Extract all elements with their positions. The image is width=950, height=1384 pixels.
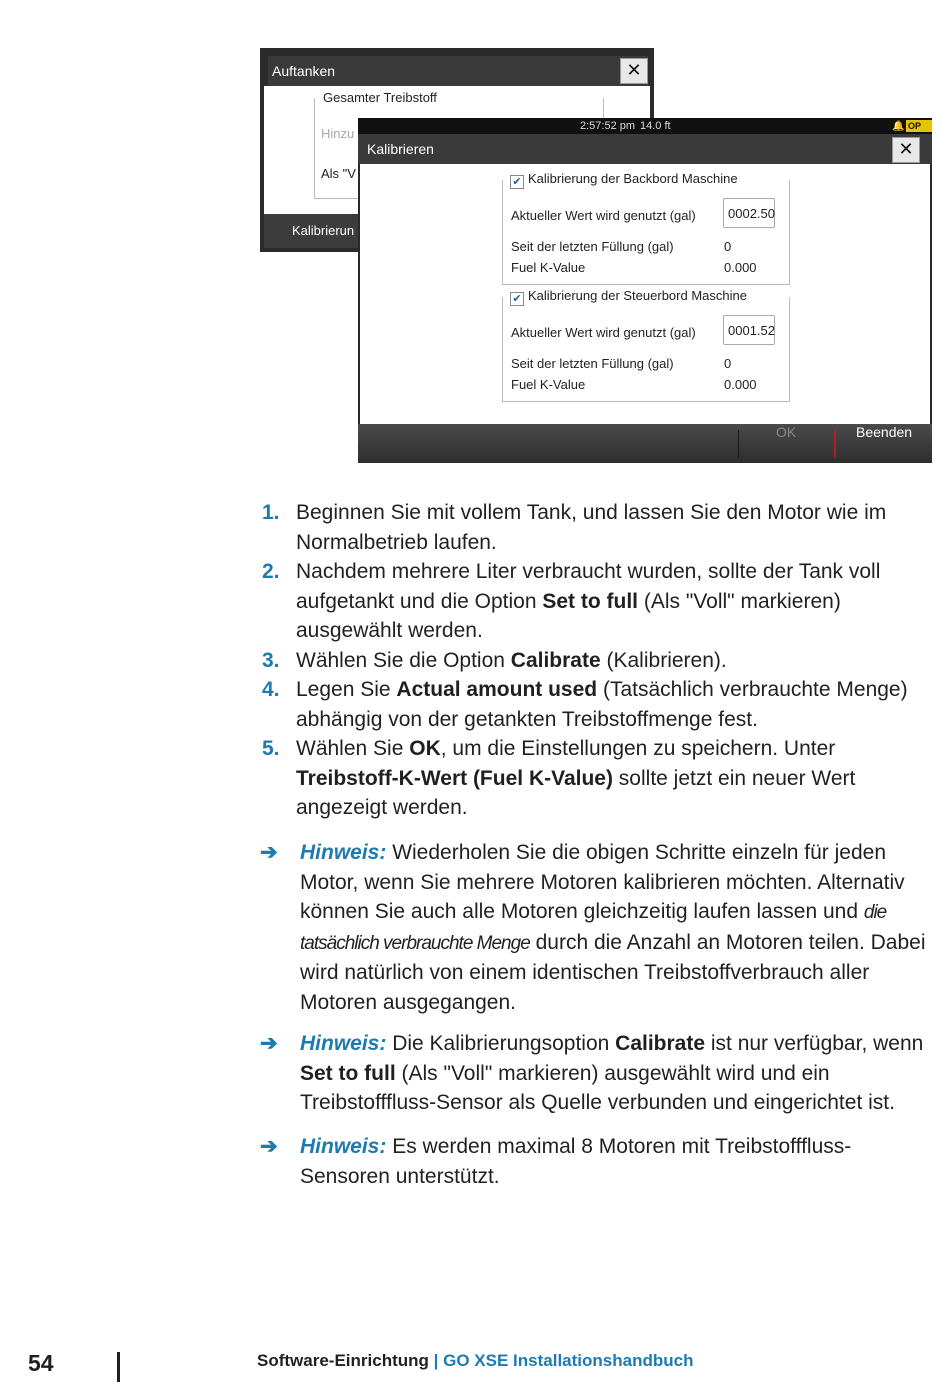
- starboard-engine-toggle[interactable]: ✔ Kalibrierung der Steuerbord Maschine: [507, 288, 750, 306]
- note: [260, 838, 930, 1017]
- step-list: [262, 498, 932, 823]
- arrow-right-icon: ➔: [260, 841, 278, 864]
- note: [260, 1029, 930, 1118]
- text-run: , um die Einstellungen zu speichern. Unter: [440, 737, 836, 760]
- starboard-engine-group: [502, 288, 790, 402]
- text-run: Wiederholen Sie die obigen Schritte einzeln für jeden Motor, wenn Sie mehrere Motoren kalibrieren möchten. Alternativ können Sie auch alle Motoren gleichzeitig laufen lassen und: [300, 841, 905, 923]
- text-run: Die Kalibrierungsoption: [386, 1032, 616, 1055]
- add-field-faded: Hinzu: [321, 126, 355, 141]
- since-last-fill-value: 0: [724, 356, 732, 371]
- total-fuel-group-title: Gesamter Treibstoff: [323, 90, 437, 105]
- note-label: Hinweis:: [300, 1135, 387, 1158]
- close-icon[interactable]: ✕: [892, 137, 920, 163]
- bold-term: Set to full: [542, 589, 639, 613]
- note-label: Hinweis:: [300, 841, 387, 864]
- fuel-k-value-label: Fuel K-Value: [511, 260, 586, 275]
- bold-term: Treibstoff-K-Wert (Fuel K-Value): [296, 766, 613, 790]
- step-number: 1.: [262, 501, 280, 524]
- actual-amount-label: Aktueller Wert wird genutzt (gal): [511, 325, 696, 340]
- ok-button[interactable]: OK: [776, 424, 797, 440]
- alarm-icon: 🔔: [892, 121, 905, 132]
- footer-separator: |: [433, 1351, 439, 1370]
- status-time: 2:57:52 pm: [580, 120, 636, 132]
- status-bar: [358, 118, 932, 134]
- text-run: (Kalibrieren).: [600, 648, 727, 672]
- text-run: Es werden maximal 8 Motoren mit Treibstofffluss-Sensoren unterstützt.: [300, 1135, 852, 1188]
- since-last-fill-label: Seit der letzten Füllung (gal): [511, 356, 674, 371]
- step-number: 2.: [262, 560, 280, 583]
- checkbox-icon[interactable]: ✔: [510, 175, 524, 189]
- text-run: sollte jetzt ein neuer Wert angezeigt werden.: [296, 766, 856, 819]
- step-item: [262, 498, 932, 557]
- bold-term: Set to full: [300, 1061, 396, 1085]
- step-number: 5.: [262, 737, 280, 760]
- note: [260, 1132, 930, 1191]
- calibrate-dialog-body: [360, 164, 930, 424]
- calibrate-dialog-title: Kalibrieren: [358, 134, 932, 164]
- step-number: 3.: [262, 648, 280, 672]
- step-number: 4.: [262, 678, 280, 701]
- bold-term: OK: [409, 737, 441, 760]
- text-run: Legen Sie: [296, 678, 397, 701]
- text-run: (Tatsächlich verbrauchte Menge) abhängig von der getankten Treibstoffmenge fest.: [296, 678, 908, 731]
- italic-term: die tatsächlich verbrauchte Menge: [300, 902, 887, 954]
- text-run: (Als "Voll" markieren) ausgewählt wird und ein Treibstofffluss-Sensor als Quelle verbunden und eingerichtet ist.: [300, 1061, 895, 1114]
- set-full-label[interactable]: Als "V: [321, 166, 356, 181]
- port-engine-toggle[interactable]: ✔ Kalibrierung der Backbord Maschine: [507, 171, 741, 189]
- step-item: [262, 557, 932, 646]
- footer-section: Software-Einrichtung: [257, 1351, 429, 1370]
- footer-manual-title: GO XSE Installationshandbuch: [443, 1351, 694, 1370]
- fuel-k-value: 0.000: [724, 260, 757, 275]
- calibrate-dialog: [358, 118, 932, 463]
- text-run: Wählen Sie: [296, 737, 410, 760]
- checkbox-icon[interactable]: ✔: [510, 292, 524, 306]
- step-item: [262, 734, 932, 823]
- actual-amount-input[interactable]: 0001.52: [723, 315, 775, 345]
- bold-term: Actual amount used: [396, 678, 598, 701]
- calibrate-dialog-footer: [358, 424, 932, 463]
- footer-divider: [117, 1352, 120, 1382]
- step-item: [262, 675, 932, 734]
- text-run: Beginnen Sie mit vollem Tank, und lassen Sie den Motor wie im Normalbetrieb laufen.: [296, 501, 887, 554]
- text-run: Wählen Sie die Option: [296, 648, 511, 672]
- since-last-fill-label: Seit der letzten Füllung (gal): [511, 239, 674, 254]
- calibrate-button[interactable]: Kalibrierun: [292, 223, 355, 238]
- arrow-right-icon: ➔: [260, 1135, 278, 1158]
- divider: [834, 430, 836, 458]
- status-depth: 14.0 ft: [640, 120, 671, 132]
- close-icon[interactable]: ✕: [620, 58, 648, 84]
- op-badge: OP: [906, 120, 932, 132]
- actual-amount-label: Aktueller Wert wird genutzt (gal): [511, 208, 696, 223]
- text-run: durch die Anzahl an Motoren teilen. Dabei wird natürlich von einem identischen Treibstoffverbrauch aller Motoren ausgegangen.: [300, 930, 926, 1014]
- arrow-right-icon: ➔: [260, 1032, 278, 1055]
- refuel-dialog-title: Auftanken: [268, 56, 648, 86]
- fuel-k-value-label: Fuel K-Value: [511, 377, 586, 392]
- bold-term: Calibrate: [615, 1032, 706, 1055]
- running-footer: [257, 1351, 693, 1371]
- actual-amount-input[interactable]: 0002.50: [723, 198, 775, 228]
- since-last-fill-value: 0: [724, 239, 732, 254]
- text-run: (Als "Voll" markieren) ausgewählt werden.: [296, 589, 841, 642]
- finish-button[interactable]: Beenden: [856, 424, 913, 440]
- note-label: Hinweis:: [300, 1032, 387, 1055]
- divider: [738, 430, 739, 458]
- port-engine-group: [502, 171, 790, 285]
- text-run: Nachdem mehrere Liter verbraucht wurden, sollte der Tank voll aufgetankt und die Option: [296, 560, 881, 613]
- page-number: 54: [28, 1350, 54, 1376]
- fuel-k-value: 0.000: [724, 377, 757, 392]
- text-run: ist nur verfügbar, wenn: [705, 1032, 924, 1055]
- step-item: [262, 646, 932, 676]
- bold-term: Calibrate: [510, 648, 601, 672]
